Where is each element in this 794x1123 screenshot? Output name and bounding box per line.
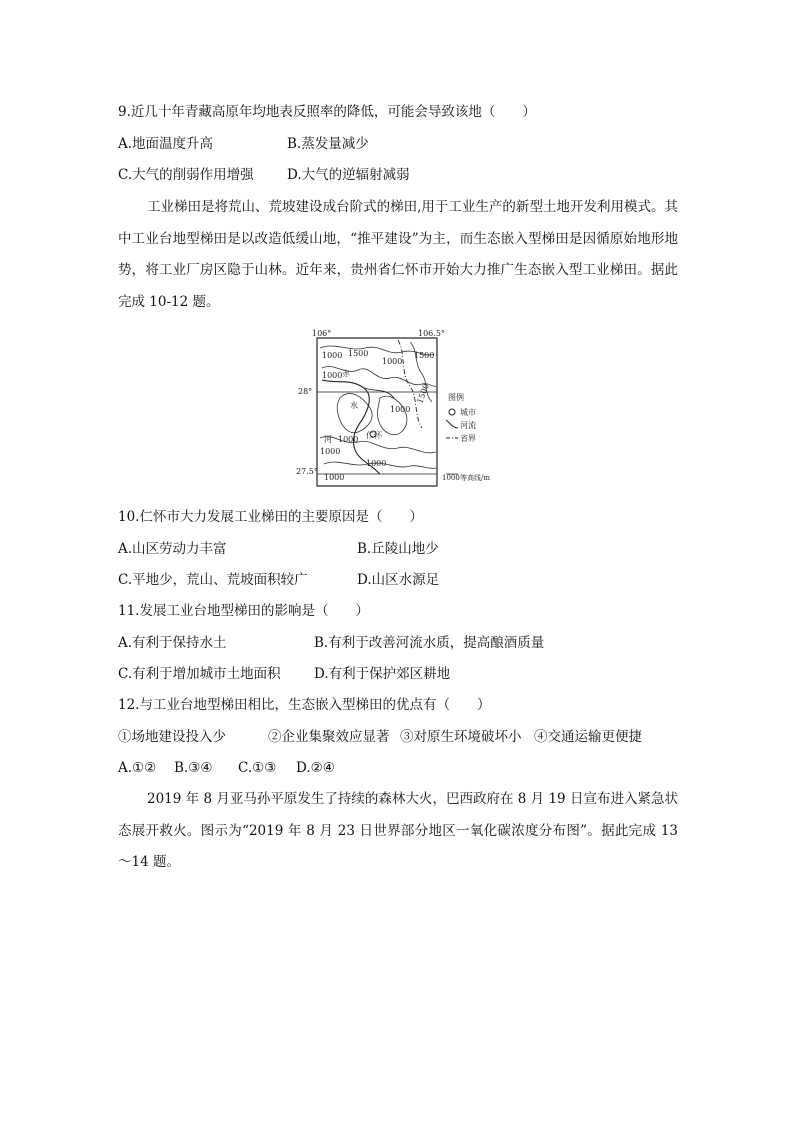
q9-option-c[interactable]: C.大气的削弱作用增强: [118, 167, 254, 183]
legend-city-label: 城市: [460, 408, 476, 417]
contour-label: 1000: [390, 405, 411, 414]
contour-label: 1500: [414, 351, 435, 360]
passage-amazon-fire: 2019 年 8 月亚马孙平原发生了持续的森林大火，巴西政府在 8 月 19 日宣布进入紧急状态展开救火。图示为“2019 年 8 月 23 日世界部分地区一氧化碳浓度分布图”。据此完成 13～14 题。: [118, 791, 678, 870]
legend-border-label: 省界: [460, 434, 476, 443]
legend-river-label: 河流: [460, 421, 476, 430]
q10-option-b[interactable]: B.丘陵山地少: [357, 541, 439, 557]
place-chi: 赤: [342, 369, 350, 378]
q12-statement-4: ④交通运输更便捷: [534, 729, 642, 745]
q12-statement-2: ②企业集聚效应显著: [268, 729, 390, 745]
contour-line: [337, 393, 372, 432]
q12-statement-3: ③对原生环境破坏小: [400, 729, 522, 745]
contour-label: 1000: [382, 357, 403, 366]
contour-label: 1500: [348, 349, 369, 358]
contour-label: 1000: [366, 459, 387, 468]
q11-option-c[interactable]: C.有利于增加城市土地面积: [118, 666, 281, 682]
lon-label-106: 106°: [312, 329, 332, 338]
contour-label: 1000: [322, 371, 343, 380]
q9-option-b[interactable]: B.蒸发量减少: [287, 136, 369, 152]
legend-title: 图例: [448, 393, 464, 402]
contour-label: 1500: [415, 382, 431, 405]
contour-label: 1000: [322, 351, 343, 360]
q10-option-a[interactable]: A.山区劳动力丰富: [118, 541, 227, 557]
passage-industrial-terraces: 工业梯田是将荒山、荒坡建设成台阶式的梯田,用于工业生产的新型土地开发利用模式。其中工业台地型梯田是以改造低缓山地，“推平建设”为主，而生态嵌入型梯田是因循原始地形地势，将工业厂房区隐于山林。近年来，贵州省仁怀市开始大力推广生态嵌入型工业梯田。据此完成 10-12 题。: [118, 199, 678, 310]
renhuai-contour-map: [296, 328, 520, 486]
legend-contour-value: 1000: [442, 474, 460, 482]
q10-option-d[interactable]: D.山区水源足: [357, 572, 440, 588]
q10-option-c[interactable]: C.平地少，荒山、荒坡面积较广: [118, 572, 308, 588]
place-he: 河: [324, 435, 332, 444]
q9-option-a[interactable]: A.地面温度升高: [118, 136, 214, 152]
lat-label-27-5: 27.5°: [296, 467, 318, 476]
q12-option-b[interactable]: B.③④: [174, 760, 213, 776]
lon-label-106-5: 106.5°: [418, 329, 445, 338]
q11-stem: 11.发展工业台地型梯田的影响是（ ）: [118, 603, 369, 619]
place-renhuai: 仁怀: [366, 431, 382, 440]
q12-option-d[interactable]: D.②④: [296, 760, 335, 776]
legend-river-icon: [446, 420, 458, 428]
q12-stem: 12.与工业台地型梯田相比，生态嵌入型梯田的优点有（ ）: [118, 697, 491, 713]
legend-contour-label: 等高线/m: [460, 474, 490, 482]
place-shui: 水: [350, 401, 358, 410]
contour-label: 1000: [338, 435, 359, 444]
q11-option-a[interactable]: A.有利于保持水土: [118, 635, 227, 651]
q9-option-d[interactable]: D.大气的逆辐射减弱: [287, 167, 410, 183]
q12-statement-1: ①场地建设投入少: [118, 729, 226, 745]
q11-option-d[interactable]: D.有利于保护郊区耕地: [314, 666, 451, 682]
lat-label-28: 28°: [298, 387, 313, 396]
contour-line: [378, 396, 407, 435]
q12-option-a[interactable]: A.①②: [118, 760, 157, 776]
contour-label: 1000: [320, 447, 341, 456]
legend-city-icon: [449, 409, 455, 415]
q10-stem: 10.仁怀市大力发展工业梯田的主要原因是（ ）: [118, 509, 423, 525]
q12-option-c[interactable]: C.①③: [238, 760, 277, 776]
q11-option-b[interactable]: B.有利于改善河流水质，提高酿酒质量: [314, 635, 545, 651]
contour-label: 1000: [324, 473, 345, 482]
q9-stem: 9.近几十年青藏高原年均地表反照率的降低，可能会导致该地（ ）: [118, 104, 536, 120]
